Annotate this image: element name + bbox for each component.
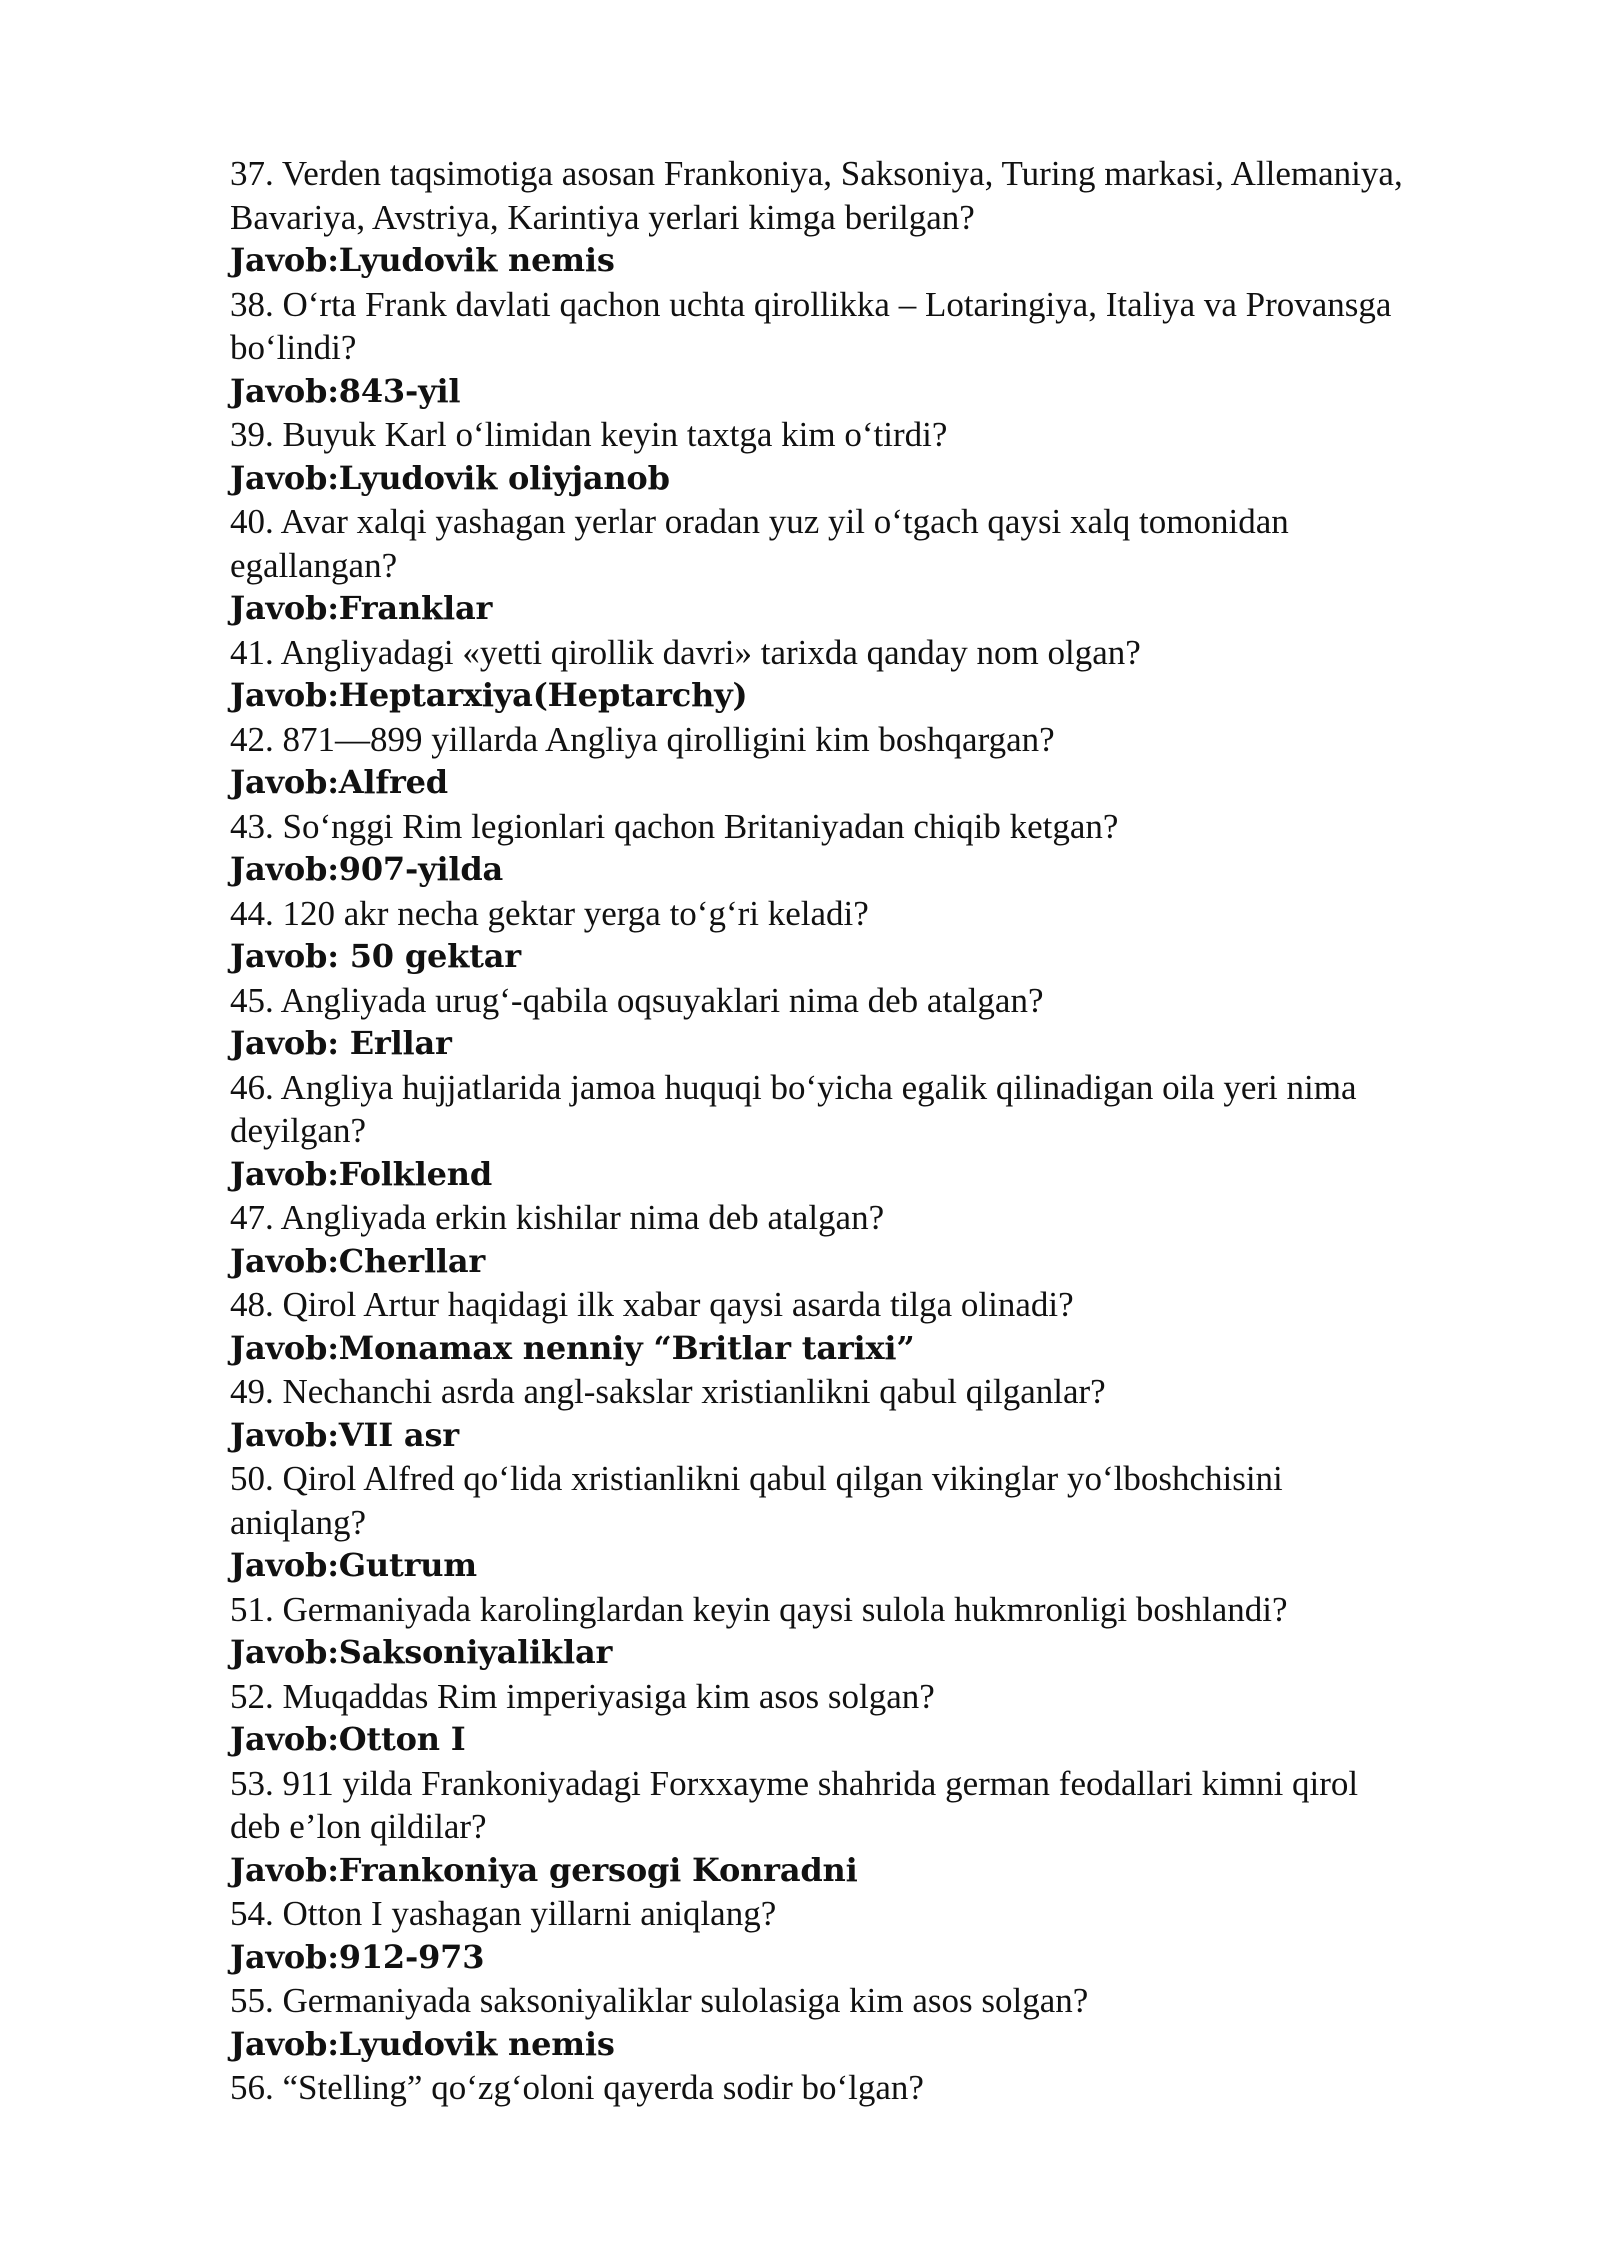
question-line: deb e’lon qildilar? (230, 1807, 487, 1846)
question-line: 54. Otton I yashagan yillarni aniqlang? (230, 1894, 777, 1933)
answer-line: Javob:Lyudovik nemis (230, 2024, 615, 2063)
question-line: 41. Angliyadagi «yetti qirollik davri» tarixda qanday nom olgan? (230, 632, 1141, 672)
question-line: 56. “Stelling” qo‘zg‘oloni qayerda sodir bo‘lgan? (230, 2068, 924, 2107)
question-line: deyilgan? (230, 1111, 367, 1150)
document-page (230, 152, 1530, 2110)
answer-line: Javob:Saksoniyaliklar (230, 1633, 613, 1671)
answer-line: Javob:Folklend (230, 1154, 492, 1193)
question-line: 50. Qirol Alfred qo‘lida xristianlikni qabul qilgan vikinglar yo‘lboshchisini (230, 1459, 1283, 1498)
question-line: 39. Buyuk Karl o‘limidan keyin taxtga kim o‘tirdi? (230, 415, 948, 454)
question-line: 49. Nechanchi asrda angl-sakslar xristianlikni qabul qilganlar? (230, 1372, 1106, 1411)
question-line: 44. 120 akr necha gektar yerga to‘g‘ri keladi? (230, 893, 869, 933)
answer-line: Javob:Lyudovik oliyjanob (230, 458, 670, 497)
answer-line: Javob:843-yil (230, 371, 461, 410)
question-line: 43. So‘nggi Rim legionlari qachon Britaniyadan chiqib ketgan? (230, 806, 1119, 846)
answer-line: Javob: 50 gektar (230, 937, 521, 975)
answer-line: Javob: Erllar (230, 1024, 452, 1062)
question-line: 45. Angliyada urug‘-qabila oqsuyaklari nima deb atalgan? (230, 980, 1044, 1020)
answer-line: Javob:Gutrum (230, 1546, 477, 1584)
answer-line: Javob:Otton I (230, 1720, 466, 1758)
question-line: 46. Angliya hujjatlarida jamoa huquqi bo‘yicha egalik qilinadigan oila yeri nima (230, 1067, 1357, 1107)
question-line: aniqlang? (230, 1502, 367, 1542)
question-line: 37. Verden taqsimotiga asosan Frankoniya, Saksoniya, Turing markasi, Allemaniya, (230, 154, 1403, 193)
question-line: 55. Germaniyada saksoniyaliklar sulolasiga kim asos solgan? (230, 1981, 1089, 2020)
answer-line: Javob:Heptarxiya(Heptarchy) (230, 676, 748, 714)
answer-line: Javob:Alfred (230, 763, 448, 801)
answer-line: Javob:Cherllar (230, 1241, 486, 1280)
answer-line: Javob:912-973 (230, 1937, 485, 1976)
answer-line: Javob:Frankoniya gersogi Konradni (230, 1850, 858, 1889)
question-line: 40. Avar xalqi yashagan yerlar oradan yuz yil o‘tgach qaysi xalq tomonidan (230, 502, 1289, 541)
answer-line: Javob:VII asr (230, 1415, 459, 1454)
question-line: 53. 911 yilda Frankoniyadagi Forxxayme shahrida german feodallari kimni qirol (230, 1763, 1359, 1803)
answer-line: Javob:Monamax nenniy “Britlar tarixi” (230, 1328, 915, 1367)
question-line: egallangan? (230, 545, 398, 585)
answer-line: Javob:907-yilda (230, 850, 504, 888)
question-line: Bavariya, Avstriya, Karintiya yerlari kimga berilgan? (230, 197, 975, 237)
question-line: 51. Germaniyada karolinglardan keyin qaysi sulola hukmronligi boshlandi? (230, 1589, 1288, 1629)
question-line: 42. 871—899 yillarda Angliya qirolligini kim boshqargan? (230, 719, 1055, 759)
question-line: bo‘lindi? (230, 328, 357, 367)
answer-line: Javob:Lyudovik nemis (230, 241, 615, 279)
question-line: 47. Angliyada erkin kishilar nima deb atalgan? (230, 1198, 885, 1237)
question-line: 38. O‘rta Frank davlati qachon uchta qirollikka – Lotaringiya, Italiya va Provansga (230, 284, 1392, 324)
question-line: 52. Muqaddas Rim imperiyasiga kim asos solgan? (230, 1676, 935, 1716)
answer-line: Javob:Franklar (230, 589, 493, 627)
question-line: 48. Qirol Artur haqidagi ilk xabar qaysi asarda tilga olinadi? (230, 1285, 1074, 1324)
